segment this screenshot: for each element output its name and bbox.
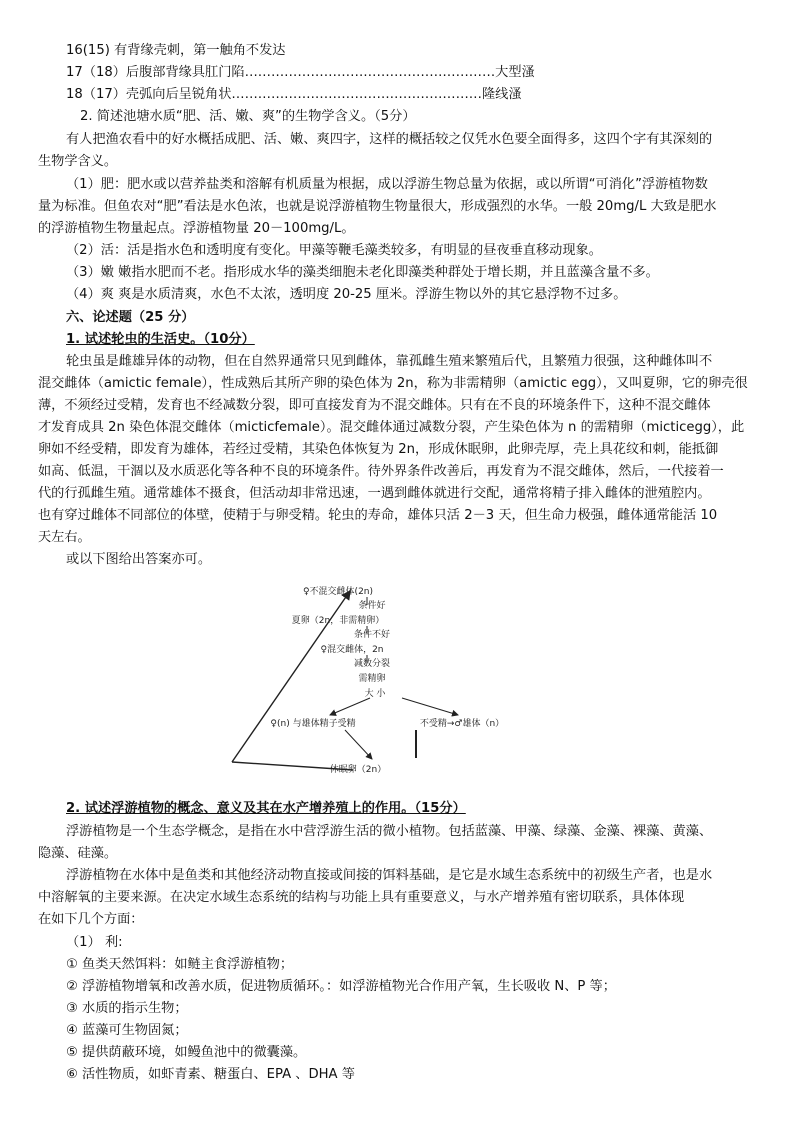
diagram-label: 需精卵: [358, 674, 386, 684]
arrow: [402, 698, 458, 715]
key-line-18: 18（17）壳弧向后呈锐角状…………………………………………………隆线溞: [66, 87, 522, 102]
paragraph-line: （2）活：活是指水色和透明度有变化。甲藻等鞭毛藻类较多，有明显的昼夜垂直移动现象。: [66, 243, 602, 258]
paragraph-line: （4）爽 爽是水质清爽，水色不太浓，透明度 20-25 厘米。浮游生物以外的其它悬浮物不过多。: [66, 287, 627, 302]
diagram-label: ♀混交雌体，2n: [320, 645, 384, 655]
arrow: [345, 730, 372, 759]
paragraph-line: （3）嫩 嫩指水肥而不老。指形成水华的藻类细胞未老化即藻类种群处于增长期，并且蓝藻含量不多。: [66, 265, 659, 280]
key-line-17: 17（18）后腹部背缘具肛门陷…………………………………………………大型溞: [66, 65, 535, 80]
paragraph-line: 或以下图给出答案亦可。: [66, 552, 212, 567]
section-title: 六、论述题（25 分）: [66, 310, 195, 325]
rotifer-life-cycle-diagram: [220, 574, 505, 786]
paragraph-line: 才发育成具 2n 染色体混交雌体（micticfemale）。混交雌体通过减数分裂，产生染色体为 n 的需精卵（micticegg），此: [38, 420, 745, 435]
key-line-16: 16(15) 有背缘壳刺，第一触角不发达: [66, 43, 286, 58]
paragraph-line: 如高、低温，干涸以及水质恶化等各种不良的环境条件。待外界条件改善后，再发育为不混交雌体，然后，一代接着一: [38, 464, 724, 479]
diagram-label: 减数分裂: [353, 659, 391, 669]
list-item: ② 浮游植物增氧和改善水质，促进物质循环。：如浮游植物光合作用产氧，生长吸收 N、P 等；: [66, 979, 616, 994]
diagram-label: 不受精→♂雄体（n）: [419, 719, 505, 729]
paragraph-line: 代的行孤雌生殖。通常雄体不摄食，但活动却非常迅速，一遇到雌体就进行交配，通常将精子排入雌体的泄殖腔内。: [38, 486, 711, 501]
diagram-label: ♀(n) 与雄体精子受精: [270, 719, 356, 729]
paragraph-line: 有人把渔农看中的好水概括成肥、活、嫩、爽四字，这样的概括较之仅凭水色要全面得多，这四个字有其深刻的: [66, 132, 713, 147]
list-item: ⑥ 活性物质，如虾青素、糖蛋白、EPA 、DHA 等: [66, 1067, 355, 1082]
paragraph-line: 浮游植物在水体中是鱼类和其他经济动物直接或间接的饵料基础，是它是水域生态系统中的初级生产者，也是水: [66, 868, 713, 883]
paragraph-line: 天左右。: [38, 530, 91, 545]
paragraph-line: 混交雌体（amictic female），性成熟后其所产卵的染色体为 2n，称为非需精卵（amictic egg），又叫夏卵，它的卵壳很: [38, 376, 748, 391]
paragraph-line: 在如下几个方面：: [38, 912, 144, 927]
diagram-label: 条件好: [358, 601, 386, 611]
paragraph-line: 中溶解氧的主要来源。在决定水域生态系统的结构与功能上具有重要意义，与水产增养殖有密切联系，具体体现: [38, 890, 685, 905]
paragraph-line: 浮游植物是一个生态学概念，是指在水中营浮游生活的微小植物。包括蓝藻、甲藻、绿藻、金藻、裸藻、黄藻、: [66, 824, 713, 839]
list-item: ⑤ 提供荫蔽环境，如鳗鱼池中的微囊藻。: [66, 1045, 307, 1060]
arrow: [330, 698, 370, 715]
paragraph-line: （1）肥：肥水或以营养盐类和溶解有机质量为根据，成以浮游生物总量为依据，或以所谓“可消化”浮游植物数: [66, 177, 708, 192]
paragraph-line: 量为标准。但鱼农对“肥”看法是水色浓，也就是说浮游植物生物量很大，形成强烈的水华。一般 20mg/L 大致是肥水: [38, 199, 717, 214]
list-heading: （1） 利:: [66, 935, 123, 950]
paragraph-line: 薄，不须经过受精，发育也不经减数分裂，即可直接发育为不混交雌体。只有在不良的环境条件下，这种不混交雌体: [38, 398, 711, 413]
paragraph-line: 生物学含义。: [38, 154, 118, 169]
list-item: ③ 水质的指示生物；: [66, 1001, 188, 1016]
diagram-label: 条件不好: [353, 630, 391, 640]
paragraph-line: 轮虫虽是雌雄异体的动物，但在自然界通常只见到雌体，靠孤雌生殖来繁殖后代，且繁殖力很强，这种雌体叫不: [66, 354, 713, 369]
paragraph-line: 隐藻、硅藻。: [38, 846, 118, 861]
diagram-label: ♀不混交雌体(2n): [302, 587, 374, 597]
diagram-label: 夏卵（2n，非需精卵）: [291, 616, 385, 626]
list-item: ① 鱼类天然饵料：如鲢主食浮游植物；: [66, 957, 294, 972]
essay-question-2: 2. 试述浮游植物的概念、意义及其在水产增养殖上的作用。（15分）: [66, 801, 466, 816]
question-2-title: 2. 简述池塘水质“肥、活、嫩、爽”的生物学含义。（5分）: [80, 109, 416, 124]
essay-question-1: 1. 试述轮虫的生活史。（10分）: [66, 332, 255, 347]
diagram-label: 休眠卵（2n）: [329, 765, 387, 775]
paragraph-line: 卵如不经受精，即发育为雄体，若经过受精，其染色体恢复为 2n，形成休眠卵，此卵壳厚，壳上具花纹和刺，能抵御: [38, 442, 719, 457]
list-item: ④ 蓝藻可生物固氮；: [66, 1023, 188, 1038]
paragraph-line: 的浮游植物生物量起点。浮游植物量 20－100mg/L。: [38, 221, 355, 236]
paragraph-line: 也有穿过雌体不同部位的体壁，使精于与卵受精。轮虫的寿命，雄体只活 2－3 天，但生命力极强，雌体通常能活 10: [38, 508, 718, 523]
diagram-label: 大 小: [364, 689, 386, 699]
